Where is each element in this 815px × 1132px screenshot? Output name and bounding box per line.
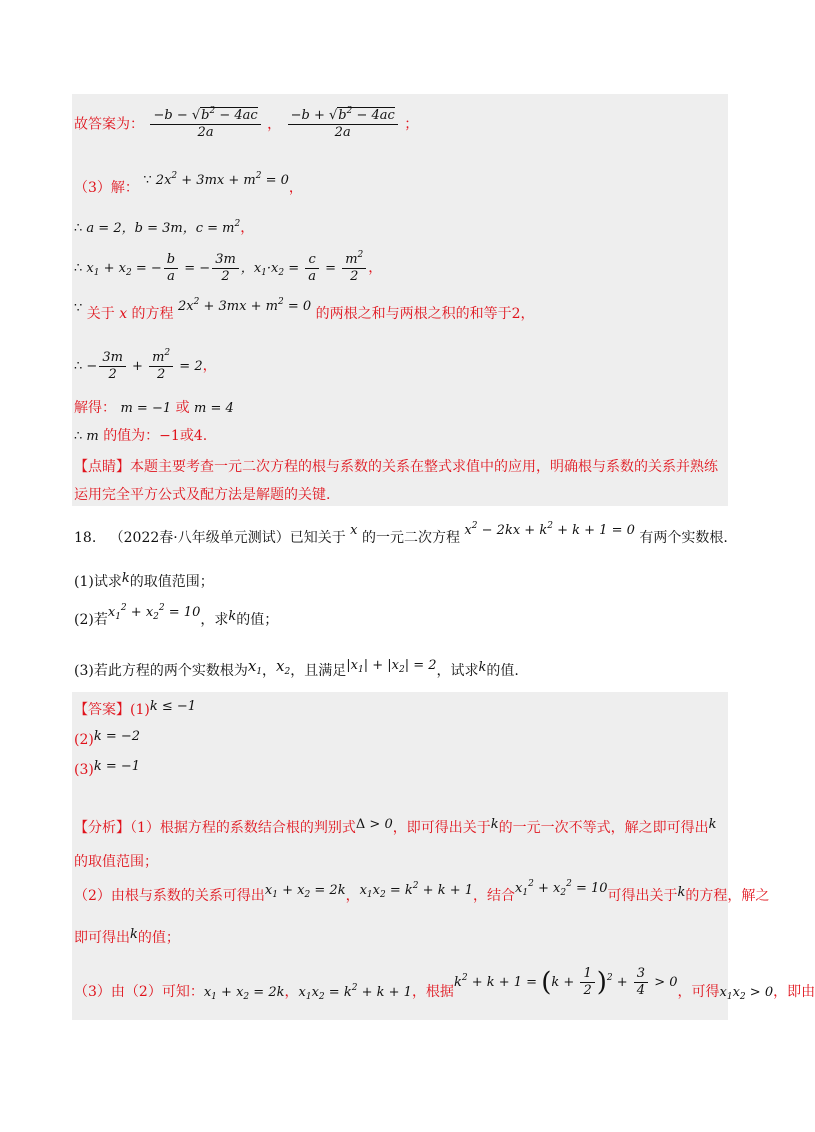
sum-equation-line: ∴ − $\frac{3m}{2}$ + $\frac{m^2}{2}$ = 2， <box>74 348 217 382</box>
analysis-l2b: 即可得出 <box>74 930 130 946</box>
q18-p2-mid: ，求 <box>200 612 229 628</box>
comment-text: 【点睛】本题主要考查一元二次方程的根与系数的关系在整式求值中的应用，明确根与系数的关系并熟练运用完全平方公式及配方法是解题的关键. <box>74 459 718 503</box>
analysis-label: 【分析】 <box>74 820 130 836</box>
analysis-l3-mid2: ，可得 <box>677 984 720 1000</box>
answer-1: 【答案】(1)k ≤ −1 <box>74 699 197 718</box>
solve-label: 解得： <box>74 400 116 416</box>
question-part1: (1)试求k的取值范围； <box>74 571 214 590</box>
q18-p2-end: 的值； <box>236 612 279 628</box>
q18-p3: (3)若此方程的两个实数根为 <box>74 663 248 679</box>
analysis-line-1: 【分析】（1）根据方程的系数结合根的判别式Δ > 0，即可得出关于k的一元一次不等式，解之即可得出k <box>74 817 717 836</box>
analysis-l2-end2: 的方程，解之 <box>685 888 770 904</box>
part3-line: （3）解： ∵ $2x^2 + 3mx + m^2 = 0$， <box>74 171 303 196</box>
q18-p1: (1)试求 <box>74 574 122 590</box>
root-formula-minus: $\frac{-b - √b^2 - 4ac}{2a}$ <box>150 108 260 141</box>
answer-label: 故答案为： <box>74 116 144 133</box>
question-end: 有两个实数根. <box>639 530 728 546</box>
semicolon: ； <box>404 116 419 133</box>
analysis-l3: （3）由（2）可知： <box>74 984 204 1000</box>
eq-label-post: 的两根之和与两根之积的和等于2， <box>315 306 535 322</box>
question-18: 18. （2022春·八年级单元测试）已知关于 x 的一元二次方程 $x^2 - 2kx + k^2 + k + 1 = 0$ 有两个实数根. <box>74 521 728 546</box>
analysis-l3-c: ， <box>284 984 299 1000</box>
solution-line: 解得： m = −1 或 m = 4 <box>74 400 234 416</box>
question-part3: (3)若此方程的两个实数根为$x_1$，$x_2$，且满足$|x_1| + |x_2| = 2$，试求k的值. <box>74 657 519 679</box>
answer-1-num: (1) <box>130 702 150 718</box>
condition-line <box>74 297 535 325</box>
analysis-l2-end: 可得出关于 <box>607 888 678 904</box>
answer-2-num: (2) <box>74 732 94 748</box>
equation-inline: $2x^2 + 3mx + m^2 = 0$ <box>178 297 312 314</box>
question-source: （2022春·八年级单元测试）已知关于 <box>109 530 346 546</box>
vieta-line: ∴ $x_1 + x_2$ = − $\frac{b}{a}$ = − $\frac{3m}{2}$ ，$x_1\cdot x_2$ = $\frac{c}{a}$ = $\frac{m^2}{2}$ ， <box>74 250 383 284</box>
analysis-l3-mid: ，根据 <box>411 984 454 1000</box>
question-number: 18. <box>74 530 97 546</box>
analysis-l1: （1）根据方程的系数结合根的判别式 <box>130 820 356 836</box>
answer-3: (3)k = −1 <box>74 759 141 778</box>
analysis-line-2b: 即可得出k的值； <box>74 927 180 946</box>
analysis-line-2: （2）由根与系数的关系可得出$x_1 + x_2 = 2k$，$x_1x_2 = k^2 + k + 1$，结合$x_1^2 + x_2^2 = 10$可得出关于k的方程，解之 <box>74 879 770 904</box>
analysis-l2-c1: ， <box>345 888 360 904</box>
eq-label-pre: 关于 <box>86 306 115 322</box>
q18-p3-mid: ，且满足 <box>290 663 347 679</box>
analysis-line-1b <box>74 852 158 872</box>
value-label: 的值为：−1或4. <box>103 428 208 444</box>
question-part2: (2)若$x_1^2 + x_2^2 = 10$，求k的值； <box>74 603 279 628</box>
because-symbol: ∵ <box>74 301 83 316</box>
eq-label-x: x <box>119 306 128 322</box>
q18-p3-end2: 的值. <box>486 663 519 679</box>
equation: ∵ $2x^2 + 3mx + m^2 = 0$ <box>143 171 289 188</box>
or-label: 或 <box>175 400 190 416</box>
root-formula-plus: $\frac{-b + √b^2 - 4ac}{2a}$ <box>288 108 398 141</box>
analysis-l2: （2）由根与系数的关系可得出 <box>74 888 265 904</box>
eq-label-mid: 的方程 <box>131 306 174 322</box>
q18-p3-end: ，试求 <box>436 663 479 679</box>
answer-2: (2)k = −2 <box>74 729 141 748</box>
analysis-line-3: （3）由（2）可知：$x_1 + x_2 = 2k$，$x_1x_2 = k^2 + k + 1$，根据$k^2 + k + 1 = (k$ + $\frac{1}{2}$ )$^2$ + $\frac{3}{4}$ > 0，可得$x_1x_2 > 0$，即由 <box>74 966 815 1002</box>
answer-line <box>74 108 418 141</box>
result-line: ∴ m 的值为：−1或4. <box>74 428 208 444</box>
analysis-l3-end: ，即由 <box>773 984 815 1000</box>
question-mid: 的一元二次方程 <box>361 530 460 546</box>
analysis-l1b: 的取值范围； <box>74 854 158 870</box>
comma: ， <box>267 116 282 133</box>
coeff-line: ∴ a = 2，b = 3m，$c = m^2$， <box>74 219 255 236</box>
part3-label: （3）解： <box>74 180 139 196</box>
answer-3-num: (3) <box>74 762 94 778</box>
analysis-l2-c2: ，结合 <box>473 888 516 904</box>
answer-analysis-block <box>72 692 728 1020</box>
answer-label-2: 【答案】 <box>74 702 130 718</box>
q18-p2: (2)若 <box>74 612 108 628</box>
analysis-l1-end: 的一元一次不等式，解之即可得出 <box>498 820 709 836</box>
q18-p1-end: 的取值范围； <box>129 574 214 590</box>
analysis-l1-mid: ，即可得出关于 <box>392 820 491 836</box>
analysis-l2b-end: 的值； <box>137 930 180 946</box>
